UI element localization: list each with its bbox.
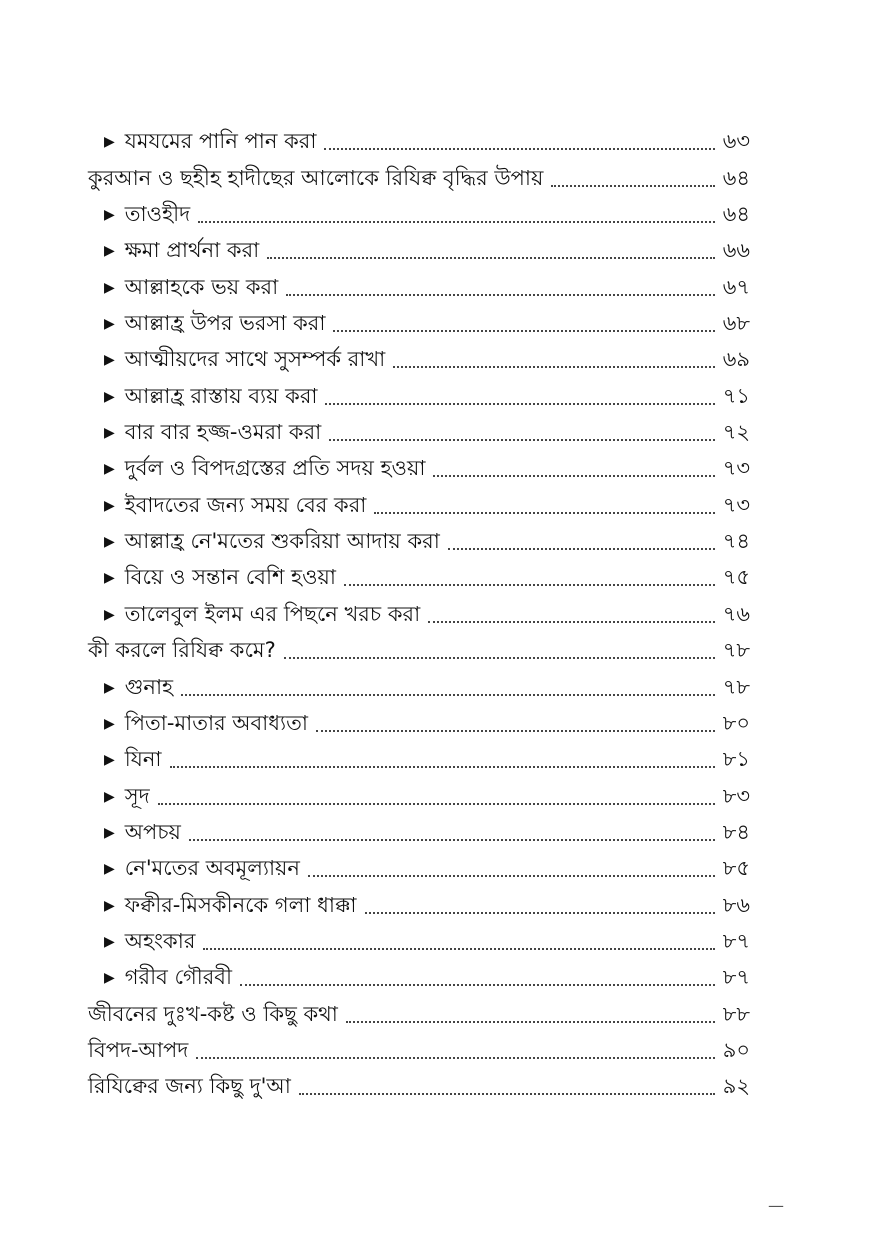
entry-page: ৮৩ [722,783,750,808]
entry-page: ৮১ [722,746,750,771]
toc-entry [104,524,750,560]
toc-entry [104,742,750,778]
toc-entry [104,197,750,233]
dot-leader [299,1093,715,1095]
entry-page: ৭৩ [722,492,750,517]
dot-leader [286,294,715,296]
bullet-arrow-icon: ▶ [104,352,115,368]
toc-entry [88,1033,750,1069]
entry-title: জীবনের দুঃখ-কষ্ট ও কিছু কথা [88,1001,338,1026]
bullet-arrow-icon: ▶ [104,570,115,586]
toc-entry [104,815,750,851]
bullet-arrow-icon: ▶ [104,607,115,623]
entry-page: ৬৪ [722,201,750,226]
entry-page: ৯০ [722,1037,750,1062]
entry-page: ৭৩ [722,455,750,480]
toc-entry [104,379,750,415]
entry-title: বার বার হজ্জ-ওমরা করা [124,419,322,444]
bullet-arrow-icon: ▶ [104,716,115,732]
entry-title: আল্লাহকে ভয় করা [124,274,279,299]
toc-entry [104,124,750,160]
entry-title: আল্লাহ্র নে'মতের শুকরিয়া আদায় করা [124,528,440,553]
dot-leader [324,148,714,150]
entry-page: ৭৫ [722,564,750,589]
entry-title: পিতা-মাতার অবাধ্যতা [124,710,308,735]
bullet-arrow-icon: ▶ [104,970,115,986]
toc-entry [104,233,750,269]
dot-leader [196,1057,714,1059]
toc-entry [104,560,750,596]
entry-page: ৮৬ [722,892,750,917]
bullet-arrow-icon: ▶ [104,243,115,259]
dot-leader [374,512,714,514]
entry-title: ইবাদতের জন্য সময় বের করা [124,492,367,517]
entry-title: নে'মতের অবমূল্যায়ন [124,855,300,880]
toc-entry [104,270,750,306]
dot-leader [448,548,715,550]
bullet-arrow-icon: ▶ [104,789,115,805]
entry-title: কুরআন ও ছহীহ হাদীছের আলোকে রিযিক্ব বৃদ্ধির উপায় [88,165,544,190]
scan-mark: — [768,1196,784,1215]
bullet-arrow-icon: ▶ [104,680,115,696]
toc-entry [104,706,750,742]
entry-title: কী করলে রিযিক্ব কমে? [88,637,276,662]
bullet-arrow-icon: ▶ [104,752,115,768]
entry-page: ৭১ [722,383,750,408]
dot-leader [344,584,715,586]
entry-title: যিনা [124,746,162,771]
entry-page: ৬৯ [722,346,750,371]
toc-entry [104,451,750,487]
bullet-arrow-icon: ▶ [104,316,115,332]
entry-title: সূদ [124,783,150,808]
entry-page: ৭৮ [722,637,750,662]
dot-leader [181,694,715,696]
entry-title: ক্ষমা প্রার্থনা করা [124,237,260,262]
entry-title: আল্লাহ্র উপর ভরসা করা [124,310,326,335]
bullet-arrow-icon: ▶ [104,280,115,296]
entry-page: ৬৬ [722,237,750,262]
toc-entry [88,161,750,197]
toc-entry [104,960,750,996]
entry-title: গুনাহ [124,674,174,699]
entry-title: বিপদ-আপদ [88,1037,189,1062]
dot-leader [267,257,714,259]
toc-entry [88,1069,750,1105]
entry-title: যমযমের পানি পান করা [124,128,317,153]
toc-entry [104,415,750,451]
entry-title: বিয়ে ও সন্তান বেশি হওয়া [124,564,337,589]
dot-leader [170,766,715,768]
bullet-arrow-icon: ▶ [104,861,115,877]
entry-page: ৮৭ [722,928,750,953]
entry-page: ৮০ [722,710,750,735]
dot-leader [284,657,715,659]
toc-entry [104,306,750,342]
dot-leader [189,839,715,841]
dot-leader [240,984,715,986]
entry-title: তালেবুল ইলম এর পিছনে খরচ করা [124,601,421,626]
entry-page: ৮৮ [722,1001,750,1026]
bullet-arrow-icon: ▶ [104,498,115,514]
dot-leader [325,403,714,405]
bullet-arrow-icon: ▶ [104,461,115,477]
entry-title: আত্মীয়দের সাথে সুসম্পর্ক রাখা [124,346,386,371]
dot-leader [433,475,714,477]
entry-page: ৬৩ [722,128,750,153]
entry-page: ৬৭ [722,274,750,299]
dot-leader [393,366,714,368]
dot-leader [308,875,715,877]
entry-title: রিযিক্বের জন্য কিছু দু'আ [88,1073,291,1098]
toc-entry [104,779,750,815]
toc-entry [104,888,750,924]
toc-entry [104,342,750,378]
dot-leader [316,730,715,732]
entry-page: ৬৪ [722,165,750,190]
dot-leader [158,803,715,805]
dot-leader [346,1021,715,1023]
entry-page: ৭৬ [722,601,750,626]
entry-title: অপচয় [124,819,181,844]
entry-title: দুর্বল ও বিপদগ্রস্তের প্রতি সদয় হওয়া [124,455,426,480]
toc-entry [88,633,750,669]
entry-page: ৮৪ [722,819,750,844]
toc-entry [104,670,750,706]
toc-entry [88,997,750,1033]
bullet-arrow-icon: ▶ [104,898,115,914]
entry-title: গরীব গৌরবী [124,964,233,989]
dot-leader [365,912,715,914]
toc-entry [104,851,750,887]
dot-leader [198,221,715,223]
dot-leader [551,185,714,187]
dot-leader [203,948,714,950]
bullet-arrow-icon: ▶ [104,534,115,550]
toc-entry [104,488,750,524]
bullet-arrow-icon: ▶ [104,825,115,841]
entry-page: ৭৮ [722,674,750,699]
entry-page: ৬৮ [722,310,750,335]
bullet-arrow-icon: ▶ [104,389,115,405]
entry-page: ৮৭ [722,964,750,989]
bullet-arrow-icon: ▶ [104,425,115,441]
bullet-arrow-icon: ▶ [104,134,115,150]
dot-leader [333,330,714,332]
bullet-arrow-icon: ▶ [104,207,115,223]
entry-page: ৮৫ [722,855,750,880]
entry-page: ৭২ [722,419,750,444]
entry-title: আল্লাহ্র রাস্তায় ব্যয় করা [124,383,318,408]
entry-page: ৯২ [722,1073,750,1098]
entry-title: ফক্বীর-মিসকীনকে গলা ধাক্কা [124,892,357,917]
dot-leader [329,439,714,441]
entry-title: অহংকার [124,928,196,953]
toc-entry [104,597,750,633]
toc-entry [104,924,750,960]
entry-page: ৭৪ [722,528,750,553]
bullet-arrow-icon: ▶ [104,934,115,950]
entry-title: তাওহীদ [124,201,191,226]
dot-leader [428,621,715,623]
